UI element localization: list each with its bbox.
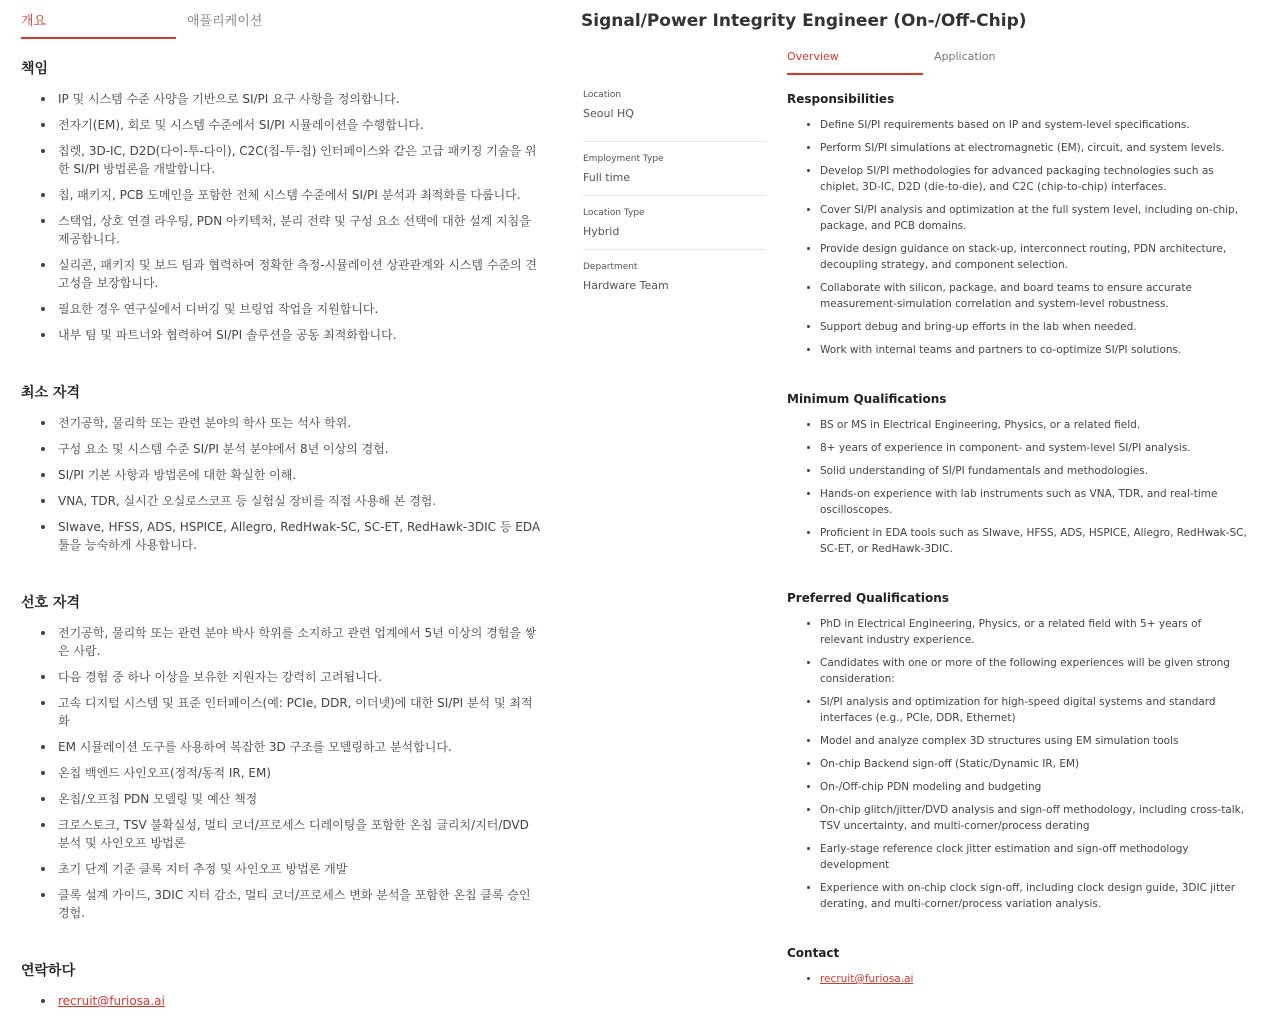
meta-value: Seoul HQ xyxy=(583,107,634,120)
section-minimum-en xyxy=(787,392,1247,557)
job-meta xyxy=(583,89,766,304)
list-item: 온칩/오프칩 PDN 모델링 및 예산 책정 xyxy=(41,790,541,808)
list-item: IP 및 시스템 수준 사양을 기반으로 SI/PI 요구 사항을 정의합니다. xyxy=(41,90,541,108)
list-item: SI/PI analysis and optimization for high-speed digital systems and standard interfaces (e.g., PCIe, DDR, Ethernet) xyxy=(807,694,1247,726)
list-item: 스택업, 상호 연결 라우팅, PDN 아키텍처, 분리 전략 및 구성 요소 선택에 대한 설계 지침을 제공합니다. xyxy=(41,212,541,248)
list-item: Collaborate with silicon, package, and board teams to ensure accurate measurement-simulation correlation and system-level robustness. xyxy=(807,280,1247,312)
bullet-list xyxy=(787,971,1247,987)
section-title: Contact xyxy=(787,946,840,960)
tab-bar-en xyxy=(787,0,1247,100)
list-item: 칩렛, 3D-IC, D2D(다이-투-다이), C2C(칩-투-칩) 인터페이스와 같은 고급 패키징 기술을 위한 SI/PI 방법론을 개발합니다. xyxy=(41,142,541,178)
tab-application-ko[interactable]: 애플리케이션 xyxy=(187,14,263,29)
list-item: SIwave, HFSS, ADS, HSPICE, Allegro, RedHwak-SC, SC-ET, RedHawk-3DIC 등 EDA 툴을 능숙하게 사용합니다. xyxy=(41,518,541,554)
list-item: 전자기(EM), 회로 및 시스템 수준에서 SI/PI 시뮬레이션을 수행합니다. xyxy=(41,116,541,134)
list-item: Provide design guidance on stack-up, interconnect routing, PDN architecture, decoupling strategy, and component selection. xyxy=(807,241,1247,273)
section-preferred-en xyxy=(787,591,1247,912)
section-title: Responsibilities xyxy=(787,92,895,106)
list-item: Experience with on-chip clock sign-off, including clock design guide, 3DIC jitter derating, and multi-corner/process variation analysis. xyxy=(807,880,1247,912)
section-responsibilities-ko xyxy=(21,58,541,344)
list-item: 다음 경험 중 하나 이상을 보유한 지원자는 강력히 고려됩니다. xyxy=(41,668,541,686)
section-title: 책임 xyxy=(21,61,49,77)
meta-employment-type xyxy=(583,142,766,196)
list-item xyxy=(807,971,1247,987)
section-contact-ko xyxy=(21,960,541,1010)
section-contact-en xyxy=(787,946,1247,987)
list-item: On-/Off-chip PDN modeling and budgeting xyxy=(807,779,1247,795)
list-item: Develop SI/PI methodologies for advanced packaging technologies such as chiplet, 3D-IC, D2D (die-to-die), and C2C (chip-to-chip) interfaces. xyxy=(807,163,1247,195)
list-item: On-chip Backend sign-off (Static/Dynamic IR, EM) xyxy=(807,756,1247,772)
list-item: Proficient in EDA tools such as SIwave, HFSS, ADS, HSPICE, Allegro, RedHwak-SC, SC-ET, or RedHawk-3DIC. xyxy=(807,525,1247,557)
list-item: Model and analyze complex 3D structures using EM simulation tools xyxy=(807,733,1247,749)
list-item: 내부 팀 및 파트너와 협력하여 SI/PI 솔루션을 공동 최적화합니다. xyxy=(41,326,541,344)
section-title: 선호 자격 xyxy=(21,595,80,611)
list-item: 고속 디지털 시스템 및 표준 인터페이스(예: PCIe, DDR, 이더넷)에 대한 SI/PI 분석 및 최적화 xyxy=(41,694,541,730)
list-item: Cover SI/PI analysis and optimization at the full system level, including on-chip, package, and PCB domains. xyxy=(807,202,1247,234)
list-item: Support debug and bring-up efforts in the lab when needed. xyxy=(807,319,1247,335)
meta-label: Location xyxy=(583,90,622,100)
list-item: Work with internal teams and partners to co-optimize SI/PI solutions. xyxy=(807,342,1247,358)
bullet-list xyxy=(21,414,541,554)
list-item: 크로스토크, TSV 불확실성, 멀티 코너/프로세스 디레이팅을 포함한 온칩 글리치/지터/DVD 분석 및 사인오프 방법론 xyxy=(41,816,541,852)
section-title: 최소 자격 xyxy=(21,385,80,401)
list-item: BS or MS in Electrical Engineering, Physics, or a related field. xyxy=(807,417,1247,433)
tab-overview-ko[interactable]: 개요 xyxy=(21,14,47,29)
contact-email-link[interactable]: recruit@furiosa.ai xyxy=(58,994,165,1008)
list-item: 전기공학, 물리학 또는 관련 분야 박사 학위를 소지하고 관련 업계에서 5년 이상의 경험을 쌓은 사람. xyxy=(41,624,541,660)
section-preferred-ko xyxy=(21,592,541,922)
active-tab-indicator-en xyxy=(787,73,923,75)
list-item xyxy=(41,992,541,1010)
list-item: 8+ years of experience in component- and system-level SI/PI analysis. xyxy=(807,440,1247,456)
meta-department xyxy=(583,250,766,304)
bullet-list xyxy=(21,992,541,1010)
list-item: 구성 요소 및 시스템 수준 SI/PI 분석 분야에서 8년 이상의 경험. xyxy=(41,440,541,458)
english-panel xyxy=(787,0,1247,994)
tab-overview-en[interactable]: Overview xyxy=(787,50,839,63)
bullet-list xyxy=(21,90,541,344)
list-item: On-chip glitch/jitter/DVD analysis and sign-off methodology, including cross-talk, TSV uncertainty, and multi-corner/process derating xyxy=(807,802,1247,834)
section-responsibilities-en xyxy=(787,92,1247,358)
list-item: 실리콘, 패키지 및 보드 팀과 협력하여 정확한 측정-시뮬레이션 상관관계와 시스템 수준의 견고성을 보장합니다. xyxy=(41,256,541,292)
section-title: Minimum Qualifications xyxy=(787,392,947,406)
meta-label: Location Type xyxy=(583,208,645,218)
korean-panel xyxy=(21,0,541,1018)
list-item: PhD in Electrical Engineering, Physics, or a related field with 5+ years of relevant industry experience. xyxy=(807,616,1247,648)
bullet-list xyxy=(787,417,1247,557)
meta-location-type xyxy=(583,196,766,250)
tab-application-en[interactable]: Application xyxy=(934,50,996,63)
meta-label: Department xyxy=(583,262,638,272)
list-item: SI/PI 기본 사항과 방법론에 대한 확실한 이해. xyxy=(41,466,541,484)
list-item: 전기공학, 물리학 또는 관련 분야의 학사 또는 석사 학위. xyxy=(41,414,541,432)
list-item: 필요한 경우 연구실에서 디버깅 및 브링업 작업을 지원합니다. xyxy=(41,300,541,318)
list-item: Perform SI/PI simulations at electromagnetic (EM), circuit, and system levels. xyxy=(807,140,1247,156)
active-tab-indicator-ko xyxy=(21,37,176,39)
bullet-list xyxy=(787,616,1247,912)
meta-value: Hybrid xyxy=(583,225,620,238)
list-item: VNA, TDR, 실시간 오실로스코프 등 실험실 장비를 직접 사용해 본 경험. xyxy=(41,492,541,510)
list-item: Early-stage reference clock jitter estimation and sign-off methodology development xyxy=(807,841,1247,873)
bullet-list xyxy=(787,117,1247,358)
tab-bar-ko xyxy=(21,0,541,40)
section-title: Preferred Qualifications xyxy=(787,591,949,605)
meta-label: Employment Type xyxy=(583,154,664,164)
bullet-list xyxy=(21,624,541,922)
list-item: 칩, 패키지, PCB 도메인을 포함한 전체 시스템 수준에서 SI/PI 분석과 최적화를 다룹니다. xyxy=(41,186,541,204)
contact-email-link[interactable]: recruit@furiosa.ai xyxy=(820,973,914,985)
meta-value: Hardware Team xyxy=(583,279,669,292)
section-title: 연락하다 xyxy=(21,963,76,979)
list-item: Solid understanding of SI/PI fundamentals and methodologies. xyxy=(807,463,1247,479)
meta-location xyxy=(583,89,766,142)
meta-value: Full time xyxy=(583,171,631,184)
section-minimum-ko xyxy=(21,382,541,554)
list-item: Candidates with one or more of the following experiences will be given strong consideration: xyxy=(807,655,1247,687)
list-item: Hands-on experience with lab instruments such as VNA, TDR, and real-time oscilloscopes. xyxy=(807,486,1247,518)
job-title: Signal/Power Integrity Engineer (On-/Off-Chip) xyxy=(581,11,1027,31)
list-item: 초기 단계 기준 클록 지터 추정 및 사인오프 방법론 개발 xyxy=(41,860,541,878)
list-item: EM 시뮬레이션 도구를 사용하여 복잡한 3D 구조를 모델링하고 분석합니다. xyxy=(41,738,541,756)
list-item: Define SI/PI requirements based on IP and system-level specifications. xyxy=(807,117,1247,133)
list-item: 클록 설계 가이드, 3DIC 지터 감소, 멀티 코너/프로세스 변화 분석을 포함한 온칩 클록 승인 경험. xyxy=(41,886,541,922)
list-item: 온칩 백엔드 사인오프(정적/동적 IR, EM) xyxy=(41,764,541,782)
